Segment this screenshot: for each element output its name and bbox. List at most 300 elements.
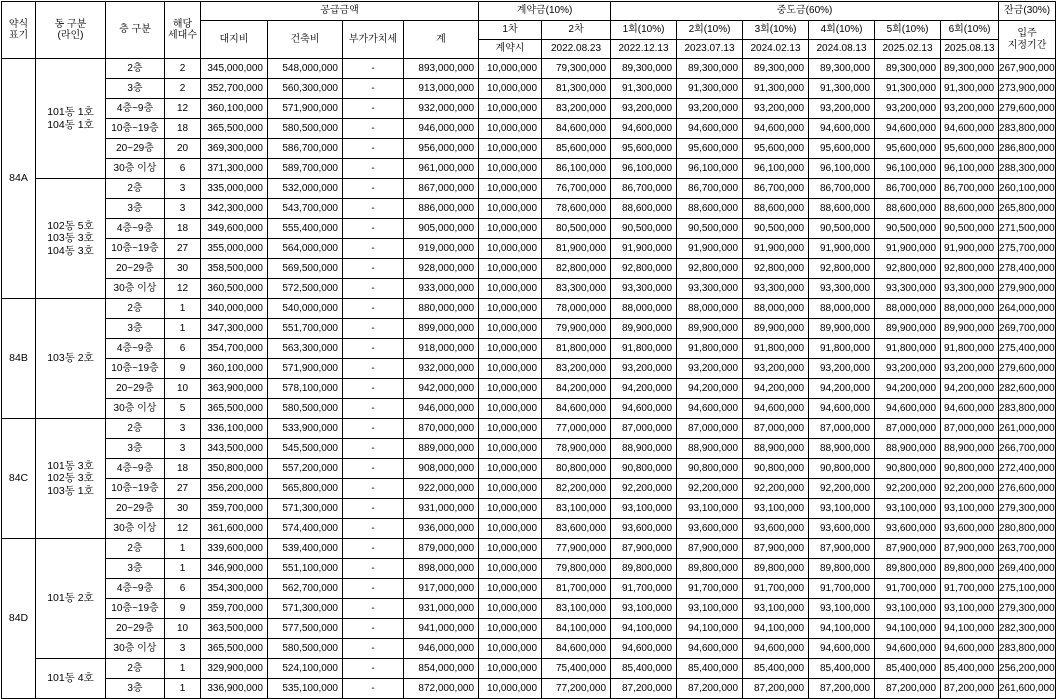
contract2-cell: 83,100,000 — [542, 499, 611, 519]
middle4-cell: 93,100,000 — [809, 599, 875, 619]
middle3-cell: 87,200,000 — [743, 679, 809, 699]
land-cell: 360,500,000 — [201, 279, 268, 299]
middle4-cell: 91,900,000 — [809, 239, 875, 259]
middle3-cell: 93,200,000 — [743, 359, 809, 379]
header-middle: 중도금(60%) — [611, 2, 999, 21]
middle4-cell: 87,200,000 — [809, 679, 875, 699]
land-cell: 371,300,000 — [201, 159, 268, 179]
balance-cell: 276,600,000 — [999, 479, 1056, 499]
contract2-cell: 84,600,000 — [542, 639, 611, 659]
vat-cell: - — [343, 179, 404, 199]
middle6-cell: 87,200,000 — [941, 679, 999, 699]
contract2-cell: 80,500,000 — [542, 219, 611, 239]
middle1-cell: 91,300,000 — [611, 79, 677, 99]
header-land: 대지비 — [201, 21, 268, 59]
middle4-cell: 91,800,000 — [809, 339, 875, 359]
middle1-cell: 88,600,000 — [611, 199, 677, 219]
balance-cell: 267,900,000 — [999, 59, 1056, 79]
middle1-cell: 89,900,000 — [611, 319, 677, 339]
table-row — [2, 319, 1056, 339]
floor-cell: 2층 — [106, 59, 165, 79]
middle3-cell: 88,600,000 — [743, 199, 809, 219]
land-cell: 369,300,000 — [201, 139, 268, 159]
vat-cell: - — [343, 339, 404, 359]
floor-cell: 3층 — [106, 319, 165, 339]
middle6-cell: 92,800,000 — [941, 259, 999, 279]
middle5-cell: 88,900,000 — [875, 439, 941, 459]
middle4-cell: 92,800,000 — [809, 259, 875, 279]
contract2-cell: 81,800,000 — [542, 339, 611, 359]
building-cell: 562,700,000 — [268, 579, 343, 599]
middle4-cell: 93,300,000 — [809, 279, 875, 299]
vat-cell: - — [343, 59, 404, 79]
table-row — [2, 299, 1056, 319]
balance-cell: 269,400,000 — [999, 559, 1056, 579]
units-cell: 3 — [165, 179, 201, 199]
balance-cell: 283,800,000 — [999, 639, 1056, 659]
land-cell: 335,000,000 — [201, 179, 268, 199]
table-row — [2, 479, 1056, 499]
middle1-cell: 90,500,000 — [611, 219, 677, 239]
middle6-cell: 93,200,000 — [941, 99, 999, 119]
table-row — [2, 79, 1056, 99]
table-row — [2, 379, 1056, 399]
contract2-cell: 84,200,000 — [542, 379, 611, 399]
middle3-cell: 91,700,000 — [743, 579, 809, 599]
balance-cell: 282,600,000 — [999, 379, 1056, 399]
table-row — [2, 279, 1056, 299]
units-cell: 18 — [165, 119, 201, 139]
middle3-cell: 90,800,000 — [743, 459, 809, 479]
floor-cell: 10층~19층 — [106, 479, 165, 499]
middle1-cell: 88,000,000 — [611, 299, 677, 319]
table-row — [2, 239, 1056, 259]
total-cell: 942,000,000 — [404, 379, 479, 399]
vat-cell: - — [343, 579, 404, 599]
middle3-cell: 90,500,000 — [743, 219, 809, 239]
total-cell: 872,000,000 — [404, 679, 479, 699]
middle1-cell: 92,800,000 — [611, 259, 677, 279]
middle3-cell: 92,200,000 — [743, 479, 809, 499]
middle6-cell: 94,600,000 — [941, 639, 999, 659]
middle3-cell: 89,300,000 — [743, 59, 809, 79]
units-cell: 3 — [165, 419, 201, 439]
middle5-cell: 93,200,000 — [875, 99, 941, 119]
middle4-cell: 88,600,000 — [809, 199, 875, 219]
building-cell: 545,500,000 — [268, 439, 343, 459]
middle6-cell: 91,800,000 — [941, 339, 999, 359]
middle1-cell: 93,600,000 — [611, 519, 677, 539]
contract1-cell: 10,000,000 — [479, 659, 542, 679]
vat-cell: - — [343, 199, 404, 219]
vat-cell: - — [343, 659, 404, 679]
middle2-cell: 93,200,000 — [677, 99, 743, 119]
middle4-cell: 88,900,000 — [809, 439, 875, 459]
contract1-cell: 10,000,000 — [479, 639, 542, 659]
balance-cell: 275,400,000 — [999, 339, 1056, 359]
units-cell: 9 — [165, 359, 201, 379]
building-cell: 533,900,000 — [268, 419, 343, 439]
land-cell: 336,900,000 — [201, 679, 268, 699]
land-cell: 339,600,000 — [201, 539, 268, 559]
units-cell: 12 — [165, 279, 201, 299]
floor-cell: 20~29층 — [106, 619, 165, 639]
balance-cell: 261,600,000 — [999, 679, 1056, 699]
contract1-cell: 10,000,000 — [479, 539, 542, 559]
contract2-cell: 79,300,000 — [542, 59, 611, 79]
contract2-cell: 78,000,000 — [542, 299, 611, 319]
building-cell: 563,300,000 — [268, 339, 343, 359]
middle3-cell: 96,100,000 — [743, 159, 809, 179]
units-cell: 10 — [165, 379, 201, 399]
units-cell: 1 — [165, 659, 201, 679]
middle1-cell: 96,100,000 — [611, 159, 677, 179]
balance-cell: 256,200,000 — [999, 659, 1056, 679]
middle6-cell: 95,600,000 — [941, 139, 999, 159]
vat-cell: - — [343, 639, 404, 659]
middle4-cell: 90,800,000 — [809, 459, 875, 479]
contract2-cell: 83,100,000 — [542, 599, 611, 619]
middle1-cell: 94,600,000 — [611, 399, 677, 419]
balance-cell: 283,800,000 — [999, 399, 1056, 419]
floor-cell: 3층 — [106, 79, 165, 99]
table-row — [2, 519, 1056, 539]
middle3-cell: 93,100,000 — [743, 599, 809, 619]
middle6-cell: 93,100,000 — [941, 599, 999, 619]
middle6-cell: 89,900,000 — [941, 319, 999, 339]
middle5-cell: 87,900,000 — [875, 539, 941, 559]
middle4-cell: 92,200,000 — [809, 479, 875, 499]
table-header — [2, 2, 1056, 59]
middle4-cell: 90,500,000 — [809, 219, 875, 239]
contract2-cell: 82,200,000 — [542, 479, 611, 499]
contract1-cell: 10,000,000 — [479, 439, 542, 459]
middle4-cell: 94,200,000 — [809, 379, 875, 399]
building-cell: 557,200,000 — [268, 459, 343, 479]
middle1-cell: 93,200,000 — [611, 359, 677, 379]
units-cell: 1 — [165, 539, 201, 559]
building-cell: 580,500,000 — [268, 639, 343, 659]
balance-cell: 275,100,000 — [999, 579, 1056, 599]
floor-cell: 10층~19층 — [106, 599, 165, 619]
floor-cell: 20~29층 — [106, 259, 165, 279]
contract1-cell: 10,000,000 — [479, 59, 542, 79]
contract1-cell: 10,000,000 — [479, 339, 542, 359]
balance-cell: 269,700,000 — [999, 319, 1056, 339]
floor-cell: 30층 이상 — [106, 279, 165, 299]
header-m3: 3회(10%) — [743, 21, 809, 40]
table-row — [2, 619, 1056, 639]
vat-cell: - — [343, 499, 404, 519]
middle2-cell: 96,100,000 — [677, 159, 743, 179]
floor-cell: 4층~9층 — [106, 99, 165, 119]
contract2-cell: 85,600,000 — [542, 139, 611, 159]
middle6-cell: 92,200,000 — [941, 479, 999, 499]
header-contract: 계약금(10%) — [479, 2, 611, 21]
land-cell: 346,900,000 — [201, 559, 268, 579]
contract2-cell: 83,200,000 — [542, 99, 611, 119]
price-table — [1, 1, 1056, 699]
total-cell: 870,000,000 — [404, 419, 479, 439]
middle2-cell: 94,600,000 — [677, 399, 743, 419]
middle5-cell: 89,300,000 — [875, 59, 941, 79]
floor-cell: 30층 이상 — [106, 519, 165, 539]
floor-cell: 3층 — [106, 679, 165, 699]
land-cell: 340,000,000 — [201, 299, 268, 319]
middle6-cell: 90,500,000 — [941, 219, 999, 239]
total-cell: 880,000,000 — [404, 299, 479, 319]
middle6-cell: 88,900,000 — [941, 439, 999, 459]
table-row — [2, 559, 1056, 579]
middle3-cell: 92,800,000 — [743, 259, 809, 279]
building-cell: 569,500,000 — [268, 259, 343, 279]
units-cell: 2 — [165, 79, 201, 99]
floor-cell: 20~29층 — [106, 499, 165, 519]
land-cell: 354,300,000 — [201, 579, 268, 599]
total-cell: 908,000,000 — [404, 459, 479, 479]
contract1-cell: 10,000,000 — [479, 279, 542, 299]
middle3-cell: 87,000,000 — [743, 419, 809, 439]
middle4-cell: 91,700,000 — [809, 579, 875, 599]
vat-cell: - — [343, 79, 404, 99]
middle2-cell: 93,600,000 — [677, 519, 743, 539]
header-dong: 동 구분 (라인) — [36, 2, 106, 59]
land-cell: 360,100,000 — [201, 99, 268, 119]
floor-cell: 10층~19층 — [106, 119, 165, 139]
middle6-cell: 91,700,000 — [941, 579, 999, 599]
middle5-cell: 89,800,000 — [875, 559, 941, 579]
middle6-cell: 87,900,000 — [941, 539, 999, 559]
floor-cell: 3층 — [106, 439, 165, 459]
contract1-cell: 10,000,000 — [479, 499, 542, 519]
units-cell: 6 — [165, 579, 201, 599]
table-row — [2, 339, 1056, 359]
middle4-cell: 93,200,000 — [809, 359, 875, 379]
contract1-cell: 10,000,000 — [479, 459, 542, 479]
vat-cell: - — [343, 259, 404, 279]
vat-cell: - — [343, 139, 404, 159]
land-cell: 358,500,000 — [201, 259, 268, 279]
middle3-cell: 88,900,000 — [743, 439, 809, 459]
middle5-cell: 93,300,000 — [875, 279, 941, 299]
land-cell: 343,500,000 — [201, 439, 268, 459]
header-type-abbr: 약식 표기 — [2, 2, 36, 59]
middle5-cell: 94,600,000 — [875, 119, 941, 139]
total-cell: 899,000,000 — [404, 319, 479, 339]
balance-cell: 266,700,000 — [999, 439, 1056, 459]
vat-cell: - — [343, 419, 404, 439]
land-cell: 349,600,000 — [201, 219, 268, 239]
contract1-cell: 10,000,000 — [479, 139, 542, 159]
units-cell: 10 — [165, 619, 201, 639]
contract2-cell: 86,100,000 — [542, 159, 611, 179]
middle6-cell: 88,600,000 — [941, 199, 999, 219]
middle1-cell: 91,900,000 — [611, 239, 677, 259]
table-row — [2, 659, 1056, 679]
units-cell: 3 — [165, 199, 201, 219]
contract2-cell: 81,300,000 — [542, 79, 611, 99]
contract1-cell: 10,000,000 — [479, 299, 542, 319]
table-body — [2, 59, 1056, 699]
header-m1-date: 2022.12.13 — [611, 40, 677, 59]
land-cell: 336,100,000 — [201, 419, 268, 439]
dong-cell: 102동 5호 103동 3호 104동 3호 — [36, 179, 106, 299]
total-cell: 946,000,000 — [404, 119, 479, 139]
floor-cell: 30층 이상 — [106, 639, 165, 659]
vat-cell: - — [343, 399, 404, 419]
middle1-cell: 86,700,000 — [611, 179, 677, 199]
middle3-cell: 94,600,000 — [743, 639, 809, 659]
middle4-cell: 91,300,000 — [809, 79, 875, 99]
dong-cell: 101동 2호 — [36, 539, 106, 659]
middle1-cell: 85,400,000 — [611, 659, 677, 679]
middle1-cell: 94,100,000 — [611, 619, 677, 639]
middle6-cell: 91,300,000 — [941, 79, 999, 99]
contract2-cell: 79,800,000 — [542, 559, 611, 579]
units-cell: 9 — [165, 599, 201, 619]
floor-cell: 4층~9층 — [106, 459, 165, 479]
land-cell: 352,700,000 — [201, 79, 268, 99]
units-cell: 1 — [165, 559, 201, 579]
middle1-cell: 94,200,000 — [611, 379, 677, 399]
vat-cell: - — [343, 219, 404, 239]
header-m5-date: 2025.02.13 — [875, 40, 941, 59]
header-total: 계 — [404, 21, 479, 59]
header-floor: 층 구분 — [106, 2, 165, 59]
land-cell: 329,900,000 — [201, 659, 268, 679]
contract1-cell: 10,000,000 — [479, 199, 542, 219]
table-row — [2, 119, 1056, 139]
middle5-cell: 90,800,000 — [875, 459, 941, 479]
building-cell: 578,100,000 — [268, 379, 343, 399]
total-cell: 854,000,000 — [404, 659, 479, 679]
total-cell: 913,000,000 — [404, 79, 479, 99]
building-cell: 565,800,000 — [268, 479, 343, 499]
contract2-cell: 81,900,000 — [542, 239, 611, 259]
middle2-cell: 93,100,000 — [677, 499, 743, 519]
middle5-cell: 90,500,000 — [875, 219, 941, 239]
middle3-cell: 94,100,000 — [743, 619, 809, 639]
middle3-cell: 93,600,000 — [743, 519, 809, 539]
middle1-cell: 94,600,000 — [611, 639, 677, 659]
total-cell: 941,000,000 — [404, 619, 479, 639]
middle4-cell: 86,700,000 — [809, 179, 875, 199]
middle5-cell: 93,100,000 — [875, 599, 941, 619]
contract2-cell: 84,100,000 — [542, 619, 611, 639]
middle3-cell: 91,300,000 — [743, 79, 809, 99]
contract1-cell: 10,000,000 — [479, 479, 542, 499]
land-cell: 354,700,000 — [201, 339, 268, 359]
contract2-cell: 84,600,000 — [542, 119, 611, 139]
contract2-cell: 77,200,000 — [542, 679, 611, 699]
total-cell: 946,000,000 — [404, 639, 479, 659]
contract2-cell: 83,200,000 — [542, 359, 611, 379]
middle4-cell: 93,200,000 — [809, 99, 875, 119]
floor-cell: 20~29층 — [106, 139, 165, 159]
dong-cell: 101동 1호 104동 1호 — [36, 59, 106, 179]
middle1-cell: 91,700,000 — [611, 579, 677, 599]
middle6-cell: 90,800,000 — [941, 459, 999, 479]
type-abbr-cell: 84B — [2, 299, 36, 419]
type-abbr-cell: 84C — [2, 419, 36, 539]
table-row — [2, 179, 1056, 199]
vat-cell: - — [343, 459, 404, 479]
middle1-cell: 87,900,000 — [611, 539, 677, 559]
land-cell: 342,300,000 — [201, 199, 268, 219]
land-cell: 363,500,000 — [201, 619, 268, 639]
table-row — [2, 459, 1056, 479]
middle6-cell: 89,800,000 — [941, 559, 999, 579]
balance-cell: 278,400,000 — [999, 259, 1056, 279]
vat-cell: - — [343, 439, 404, 459]
contract2-cell: 75,400,000 — [542, 659, 611, 679]
middle6-cell: 88,000,000 — [941, 299, 999, 319]
middle1-cell: 90,800,000 — [611, 459, 677, 479]
contract2-cell: 79,900,000 — [542, 319, 611, 339]
total-cell: 886,000,000 — [404, 199, 479, 219]
vat-cell: - — [343, 359, 404, 379]
table-row — [2, 199, 1056, 219]
dong-cell: 101동 4호 — [36, 659, 106, 699]
middle3-cell: 94,600,000 — [743, 119, 809, 139]
land-cell: 363,900,000 — [201, 379, 268, 399]
middle4-cell: 87,900,000 — [809, 539, 875, 559]
contract1-cell: 10,000,000 — [479, 259, 542, 279]
middle6-cell: 87,000,000 — [941, 419, 999, 439]
header-m2: 2회(10%) — [677, 21, 743, 40]
middle3-cell: 91,900,000 — [743, 239, 809, 259]
units-cell: 5 — [165, 399, 201, 419]
middle2-cell: 93,300,000 — [677, 279, 743, 299]
middle2-cell: 88,600,000 — [677, 199, 743, 219]
table-row — [2, 439, 1056, 459]
middle1-cell: 93,200,000 — [611, 99, 677, 119]
balance-cell: 273,900,000 — [999, 79, 1056, 99]
middle6-cell: 94,200,000 — [941, 379, 999, 399]
contract2-cell: 77,900,000 — [542, 539, 611, 559]
middle1-cell: 87,200,000 — [611, 679, 677, 699]
header-balance: 잔금(30%) — [999, 2, 1056, 21]
vat-cell: - — [343, 159, 404, 179]
vat-cell: - — [343, 379, 404, 399]
middle5-cell: 91,300,000 — [875, 79, 941, 99]
middle4-cell: 89,900,000 — [809, 319, 875, 339]
middle2-cell: 92,200,000 — [677, 479, 743, 499]
middle3-cell: 88,000,000 — [743, 299, 809, 319]
middle3-cell: 85,400,000 — [743, 659, 809, 679]
land-cell: 345,000,000 — [201, 59, 268, 79]
building-cell: 548,000,000 — [268, 59, 343, 79]
building-cell: 532,000,000 — [268, 179, 343, 199]
floor-cell: 3층 — [106, 199, 165, 219]
units-cell: 18 — [165, 459, 201, 479]
total-cell: 905,000,000 — [404, 219, 479, 239]
table-row — [2, 579, 1056, 599]
table-row — [2, 419, 1056, 439]
table-row — [2, 539, 1056, 559]
floor-cell: 2층 — [106, 539, 165, 559]
table-row — [2, 159, 1056, 179]
middle4-cell: 94,100,000 — [809, 619, 875, 639]
middle1-cell: 93,100,000 — [611, 599, 677, 619]
floor-cell: 20~29층 — [106, 379, 165, 399]
contract1-cell: 10,000,000 — [479, 239, 542, 259]
middle6-cell: 93,300,000 — [941, 279, 999, 299]
price-table-container — [1, 1, 1055, 699]
floor-cell: 2층 — [106, 419, 165, 439]
units-cell: 3 — [165, 639, 201, 659]
contract1-cell: 10,000,000 — [479, 559, 542, 579]
